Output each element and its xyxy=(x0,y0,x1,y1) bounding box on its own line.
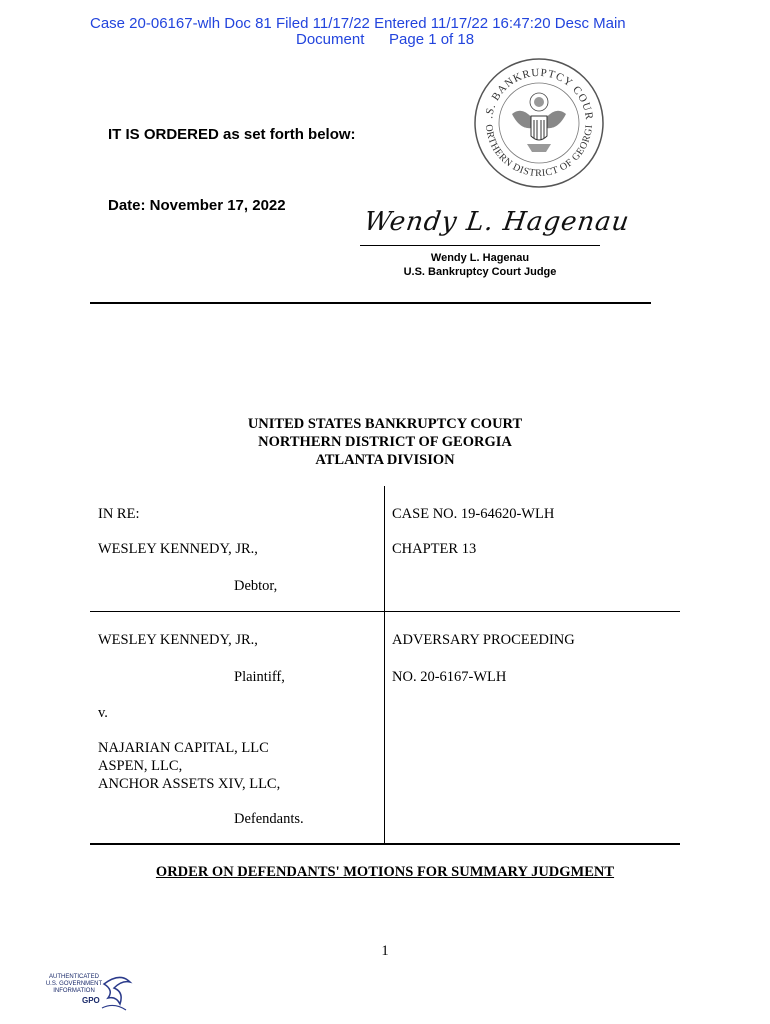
docket-page-label: Page 1 of 18 xyxy=(389,31,475,48)
gpo-line1: AUTHENTICATED xyxy=(49,974,99,980)
caption-bottom-rule xyxy=(90,843,680,845)
order-intro: IT IS ORDERED as set forth below: xyxy=(108,126,356,143)
defendants-role: Defendants. xyxy=(234,811,304,827)
court-division: ATLANTA DIVISION xyxy=(315,452,455,468)
versus: v. xyxy=(98,705,108,721)
svg-text:U.S. BANKRUPTCY COURT: .S. BANKRUPTCY COUR xyxy=(483,66,595,121)
court-district: NORTHERN DISTRICT OF GEORGIA xyxy=(258,434,512,450)
signature-line xyxy=(360,245,600,246)
docket-header: Case 20-06167-wlh Doc 81 Filed 11/17/22 Entered 11/17/22 16:47:20 Desc Main xyxy=(90,15,626,32)
case-number: CASE NO. 19-64620-WLH xyxy=(392,506,555,522)
adversary-number: NO. 20-6167-WLH xyxy=(392,669,507,685)
chapter: CHAPTER 13 xyxy=(392,541,477,557)
gpo-line4: GPO xyxy=(82,996,100,1005)
svg-text:Wendy L. Hagenau: Wendy L. Hagenau xyxy=(362,207,632,237)
defendant-2: ASPEN, LLC, xyxy=(98,758,183,774)
judge-signature xyxy=(362,196,632,242)
order-date: Date: November 17, 2022 xyxy=(108,197,286,214)
judge-name: Wendy L. Hagenau xyxy=(430,252,530,264)
gpo-line3: INFORMATION xyxy=(53,988,95,994)
defendant-3: ANCHOR ASSETS XIV, LLC, xyxy=(98,776,281,792)
order-title: ORDER ON DEFENDANTS' MOTIONS FOR SUMMARY JUDGMENT xyxy=(155,864,615,880)
plaintiff-role: Plaintiff, xyxy=(234,669,285,685)
court-seal xyxy=(472,56,606,190)
caption-mid-rule xyxy=(90,611,680,612)
svg-text:NORTHERN DISTRICT OF GEORGIA: ORTHERN DISTRICT OF GEORGI xyxy=(482,123,596,180)
debtor-role: Debtor, xyxy=(234,578,278,594)
judge-title: U.S. Bankruptcy Court Judge xyxy=(403,266,557,278)
defendant-1: NAJARIAN CAPITAL, LLC xyxy=(98,740,269,756)
header-separator xyxy=(90,302,651,304)
court-name: UNITED STATES BANKRUPTCY COURT xyxy=(247,416,523,432)
eagle-icon xyxy=(512,93,566,152)
eagle-swoosh-icon xyxy=(100,974,134,1014)
gpo-authentication-logo xyxy=(44,974,134,1014)
adversary-proceeding: ADVERSARY PROCEEDING xyxy=(392,632,575,648)
plaintiff-name: WESLEY KENNEDY, JR., xyxy=(98,632,258,648)
debtor-name: WESLEY KENNEDY, JR., xyxy=(98,541,258,557)
in-re-label: IN RE: xyxy=(98,506,140,522)
docket-document-label: Document xyxy=(296,31,365,48)
caption-vertical-divider xyxy=(384,486,385,844)
page-number: 1 xyxy=(381,943,389,959)
gpo-line2: U.S. GOVERNMENT xyxy=(45,981,103,987)
